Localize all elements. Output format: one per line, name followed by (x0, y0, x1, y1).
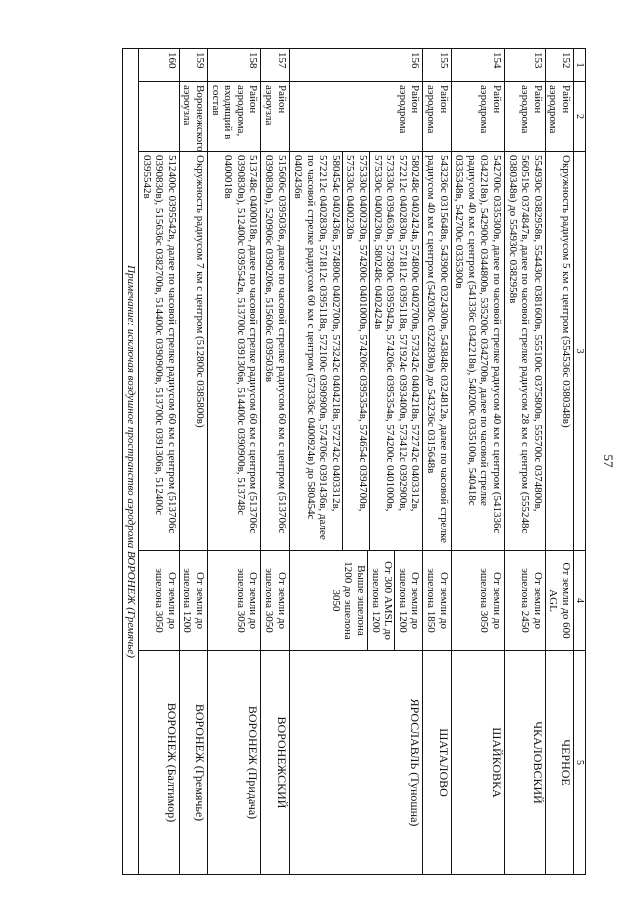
header-cell: 4 (574, 551, 586, 651)
zone-type: Район аэродрома (289, 82, 423, 152)
header-row (574, 49, 586, 875)
row-number: 152 (545, 49, 573, 82)
zone-type: Район аэродрома (423, 82, 451, 152)
aerodrome-name: ВОРОНЕЖ (Гремячье) (179, 651, 207, 875)
altitude-segment: Выше эшелона 1200 до эшелона 3050 (329, 561, 368, 640)
zone-altitude: От земли до эшелона 2450 (505, 551, 546, 651)
table-row (261, 49, 289, 875)
altitude-segment: От 300 AMSL до эшелона 1200 (367, 551, 394, 650)
zone-altitude: От земли до эшелона 1200 (179, 551, 207, 651)
zone-boundary: 512400с 0395542в, далее по часовой стрелке радиусом 60 км с центром (513706с 0390830в), 515636с 0382700в, 514400с 0390900в, 513700с 0391306в, 512400с 0395542в (139, 152, 180, 551)
zone-type: Район аэроузла (261, 82, 289, 152)
row-number: 156 (289, 49, 423, 82)
aerodrome-name: ЯРОСЛАВЛЬ (Туношна) (289, 651, 423, 875)
row-number: 154 (451, 49, 504, 82)
header-cell: 3 (574, 152, 586, 551)
row-number: 153 (505, 49, 546, 82)
boundary-segment: 580454с 0402436в, 574800с 0402700в, 573242с 0404218в, 572742с 0403312в, 572212с 0402830в, 571812с 0395118в, 572100с 0390900в, 574706с 0391436в, далее по часовой стрелке радиусом 60 км с центром (573336с 0400924в) до 580454с 0402436в (292, 155, 342, 540)
zone-boundary: Окружность радиусом 5 км с центром (554536с 0380348в) (545, 152, 573, 551)
header-cell: 1 (574, 49, 586, 82)
table-row (139, 49, 180, 875)
table-row (179, 49, 207, 875)
zone-boundary: 543236с 0315648в, 543900с 0324300в, 543848с 0324812в, далее по часовой стрелке радиусом 40 км с центром (542030с 0322830в) до 543236с 0315648в (423, 152, 451, 551)
zone-type: Район аэродрома (451, 82, 504, 152)
aerodrome-name: ВОРОНЕЖСКИЙ (261, 651, 289, 875)
aerodrome-name: ВОРОНЕЖ (Балтимор) (139, 651, 180, 875)
row-number: 157 (261, 49, 289, 82)
zone-type: Район аэродрома (505, 82, 546, 152)
zone-altitude (289, 551, 423, 651)
rotated-table-area (111, 48, 616, 874)
header-cell: 5 (574, 651, 586, 875)
zone-boundary: 542700с 0335300в, далее по часовой стрелке радиусом 40 км с центром (541336с 0342218в), 542900с 0344800в, 535200с 0342700в, далее по часовой стрелке радиусом 40 км с центром (541336с 0342218в), 540200с 0335100в, 540418с 0335348в, 542700с 0335300в (451, 152, 504, 551)
table-row (545, 49, 573, 875)
page-number: 57 (601, 454, 616, 468)
zone-altitude: От земли до эшелона 3050 (451, 551, 504, 651)
row-number: 155 (423, 49, 451, 82)
table-row (505, 49, 546, 875)
zone-altitude: От земли до эшелона 3050 (139, 551, 180, 651)
zone-type (139, 82, 180, 152)
zone-altitude: От земли до эшелона 3050 (207, 551, 260, 651)
table-body (139, 49, 574, 875)
zone-boundary: 515606с 0395036в, далее по часовой стрелке радиусом 60 км с центром (513706с 0390830в), 520906с 0390206в, 515606с 0395036в (261, 152, 289, 551)
zone-boundary (289, 152, 423, 551)
table-row (451, 49, 504, 875)
zone-type: Район аэродрома (545, 82, 573, 152)
aerodrome-name: ВОРОНЕЖ (Придача) (207, 651, 260, 875)
zone-altitude: От земли до 600 AGL (545, 551, 573, 651)
aerodrome-name: ЧЕРНОЕ (545, 651, 573, 875)
aerodrome-name: ШАЙКОВКА (451, 651, 504, 875)
zone-boundary: 513748с 0400018в, далее по часовой стрелке радиусом 60 км с центром (513706с 0390830в), 512400с 0395542в, 513700с 0391306в, 514400с 0390900в, 513748с 0400018в (207, 152, 260, 551)
zone-boundary: 554930с 0382958в, 554430с 0381600в, 555100с 0375800в, 555700с 0374800в, 560519с 0374847в, далее по часовой стрелке радиусом 28 км с центром (555248с 0380348в) до 554930с 0382958в (505, 152, 546, 551)
zone-boundary: Окружность радиусом 7 км с центром (512800с 0385800в) (179, 152, 207, 551)
aerodrome-name: ШАТАЛОВО (423, 651, 451, 875)
boundary-segment: 575330с 0400230в, 574200с 0401000в, 574206с 0395354в, 574654с 0394700в, 575330с 0400230в (342, 152, 369, 550)
boundary-segment: 580248с 0402424в, 574800с 0402700в, 573242с 0404218в, 572742с 0403312в, 572212с 0402830в, 571812с 0395118в, 571924с 0393400в, 573412с 0392900в, 573330с 0394630в, 573800с 0395942в, 574206с 0395354в, 574200с 0401000в, 575330с 0400230в, 580248с 0402424в (369, 152, 421, 550)
altitude-segment: От земли до эшелона 1200 (394, 551, 421, 650)
table-note: Примечание: исключая воздушное пространство аэродрома ВОРОНЕЖ (Гремячье) (123, 49, 139, 875)
aerodrome-name: ЧКАЛОВСКИЙ (505, 651, 546, 875)
table-row (207, 49, 260, 875)
table-row (423, 49, 451, 875)
note-row (123, 49, 139, 875)
zone-altitude: От земли до эшелона 3050 (261, 551, 289, 651)
row-number: 160 (139, 49, 180, 82)
row-number: 159 (179, 49, 207, 82)
table-row (289, 49, 423, 875)
zone-altitude: От земли до эшелона 1850 (423, 551, 451, 651)
airspace-table (122, 48, 586, 875)
zone-type: Воронежского аэроузла (179, 82, 207, 152)
row-number: 158 (207, 49, 260, 82)
zone-type: Район аэродрома, входящий в состав (207, 82, 260, 152)
header-cell: 2 (574, 82, 586, 152)
